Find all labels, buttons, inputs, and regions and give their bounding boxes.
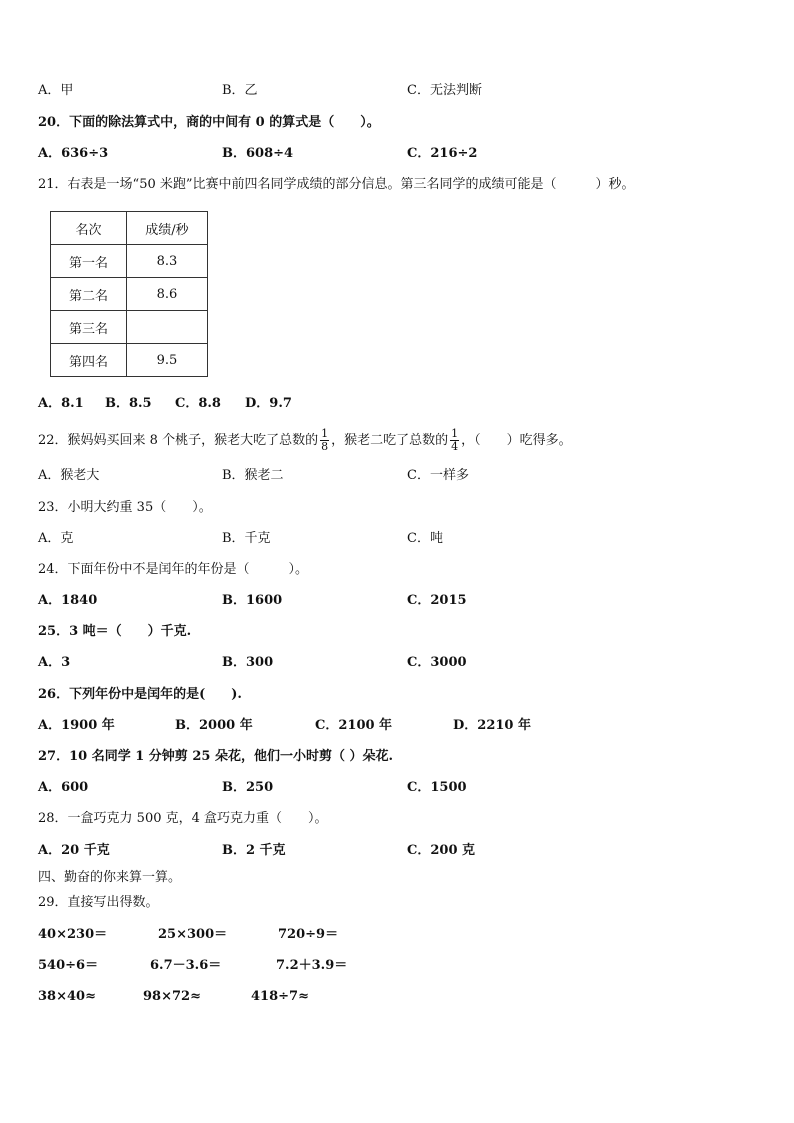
q20-stem: 20．下面的除法算式中，商的中间有 0 的算式是（ ）。	[38, 115, 380, 130]
q20-option-a: A．636÷3	[38, 146, 109, 161]
q28-option-a: A．20 千克	[38, 843, 110, 858]
table-row	[51, 245, 208, 278]
fraction-numerator: 1	[451, 427, 459, 440]
table-cell	[127, 311, 208, 344]
table-cell: 8.6	[127, 278, 208, 311]
q22-option-b: B．猴老二	[222, 468, 284, 483]
table-cell: 8.3	[127, 245, 208, 278]
q28-option-b: B．2 千克	[222, 843, 286, 858]
q21-score-table	[50, 211, 208, 377]
q28-stem: 28．一盒巧克力 500 克，4 盒巧克力重（ ）。	[38, 811, 328, 826]
calc-item: 40×230＝	[38, 927, 108, 942]
calc-item: 98×72≈	[143, 989, 201, 1004]
table-row	[51, 344, 208, 377]
q27-option-b: B．250	[222, 780, 274, 795]
fraction-numerator: 1	[321, 427, 329, 440]
fraction-denominator: 8	[321, 440, 329, 453]
q22-stem-part2: ，猴老二吃了总数的	[331, 433, 449, 448]
q22-stem-part3: ，（ ）吃得多。	[461, 433, 572, 448]
q25-option-a: A．3	[38, 655, 71, 670]
table-row	[51, 278, 208, 311]
section-title: 四、勤奋的你来算一算。	[38, 870, 182, 885]
q19-option-a: A．甲	[38, 83, 74, 98]
q23-option-b: B．千克	[222, 531, 271, 546]
calc-item: 25×300＝	[158, 927, 228, 942]
q26-option-a: A．1900 年	[38, 718, 115, 733]
calc-item: 7.2＋3.9＝	[276, 958, 348, 973]
q26-stem: 26．下列年份中是闰年的是( ).	[38, 687, 242, 702]
q26-option-d: D．2210 年	[453, 718, 531, 733]
q25-stem: 25．3 吨＝（ ）千克.	[38, 624, 192, 639]
calc-item: 38×40≈	[38, 989, 96, 1004]
fraction-denominator: 4	[451, 440, 459, 453]
q22-option-c: C．一样多	[407, 468, 469, 483]
calc-item: 6.7－3.6＝	[150, 958, 222, 973]
fraction-one-quarter	[450, 428, 459, 453]
fraction-one-eighth	[320, 428, 329, 453]
q19-option-b: B．乙	[222, 83, 258, 98]
q22-stem	[38, 428, 572, 454]
q21-stem: 21．右表是一场“50 米跑”比赛中前四名同学成绩的部分信息。第三名同学的成绩可能是（ ）秒。	[38, 177, 635, 192]
table-cell: 第二名	[51, 278, 127, 311]
q23-option-c: C．吨	[407, 531, 443, 546]
q24-option-a: A．1840	[38, 593, 98, 608]
q25-option-b: B．300	[222, 655, 274, 670]
calc-item: 418÷7≈	[251, 989, 309, 1004]
q24-option-b: B．1600	[222, 593, 283, 608]
q21-option-c: C．8.8	[175, 396, 221, 411]
q21-option-d: D．9.7	[245, 396, 292, 411]
q22-option-a: A．猴老大	[38, 468, 100, 483]
table-cell: 第四名	[51, 344, 127, 377]
calc-item: 540÷6＝	[38, 958, 99, 973]
q19-option-c: C．无法判断	[407, 83, 482, 98]
table-row	[51, 311, 208, 344]
table-header-row	[51, 212, 208, 245]
q28-option-c: C．200 克	[407, 843, 476, 858]
q22-stem-part1: 22．猴妈妈买回来 8 个桃子，猴老大吃了总数的	[38, 433, 319, 448]
table-header-cell: 名次	[51, 212, 127, 245]
q20-option-c: C．216÷2	[407, 146, 478, 161]
table-header-cell: 成绩/秒	[127, 212, 208, 245]
table-cell: 9.5	[127, 344, 208, 377]
table-cell: 第三名	[51, 311, 127, 344]
q27-stem: 27．10 名同学 1 分钟剪 25 朵花，他们一小时剪（ ）朵花.	[38, 749, 393, 764]
q24-stem: 24．下面年份中不是闰年的年份是（ ）。	[38, 562, 309, 577]
q26-option-b: B．2000 年	[175, 718, 253, 733]
q27-option-a: A．600	[38, 780, 89, 795]
q23-stem: 23．小明大约重 35（ ）。	[38, 500, 212, 515]
table-cell: 第一名	[51, 245, 127, 278]
q21-option-b: B．8.5	[105, 396, 152, 411]
q24-option-c: C．2015	[407, 593, 467, 608]
q27-option-c: C．1500	[407, 780, 467, 795]
q23-option-a: A．克	[38, 531, 74, 546]
q21-option-a: A．8.1	[38, 396, 84, 411]
calc-item: 720÷9＝	[278, 927, 339, 942]
q29-stem: 29．直接写出得数。	[38, 895, 159, 910]
q26-option-c: C．2100 年	[315, 718, 393, 733]
q20-option-b: B．608÷4	[222, 146, 294, 161]
q25-option-c: C．3000	[407, 655, 467, 670]
